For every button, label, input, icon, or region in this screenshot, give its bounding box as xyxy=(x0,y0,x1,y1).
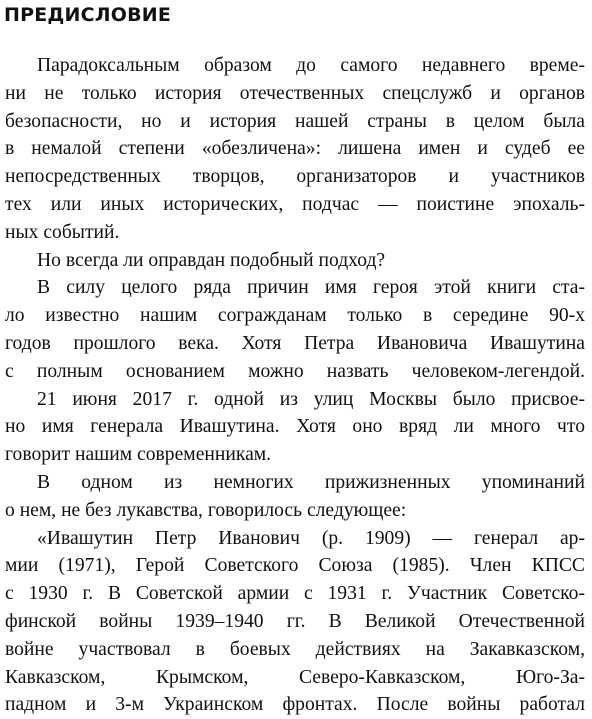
text-line: с 1930 г. В Советской армии с 1931 г. Участник Советско- xyxy=(5,583,585,605)
text-line: ных событий. xyxy=(5,221,120,243)
text-line: В одном из немногих прижизненных упоминаний xyxy=(37,471,585,493)
text-line: непосредственных творцов, организаторов и участников xyxy=(5,166,585,188)
text-line: Но всегда ли оправдан подобный подход? xyxy=(37,249,386,271)
text-line: финской войны 1939–1940 гг. В Великой Отечественной xyxy=(5,610,585,632)
chapter-heading: ПРЕДИСЛОВИЕ xyxy=(4,4,172,26)
text-line: падном и 3-м Украинском фронтах. После войны работал xyxy=(5,694,585,716)
text-line: говорит нашим современникам. xyxy=(5,444,272,466)
text-line: мии (1971), Герой Советского Союза (1985). Член КПСС xyxy=(5,555,585,577)
body-text xyxy=(5,52,585,719)
text-line: о нем, не без лукавства, говорилось следующее: xyxy=(5,499,407,521)
text-line: 21 июня 2017 г. одной из улиц Москвы было присвое- xyxy=(37,388,585,410)
text-line: В силу целого ряда причин имя героя этой книги ста- xyxy=(37,277,585,299)
text-line: Кавказском, Крымском, Северо-Кавказском, Юго-За- xyxy=(5,666,585,688)
text-line: Парадоксальным образом до самого недавнего време- xyxy=(37,55,585,76)
text-line: с полным основанием можно назвать человеком-легендой. xyxy=(5,360,585,382)
text-line: ло известно нашим согражданам только в середине 90-х xyxy=(5,305,585,327)
text-line: в немалой степени «обезличена»: лишена имен и судеб ее xyxy=(5,138,585,160)
text-line: но имя генерала Ивашутина. Хотя оно вряд ли много что xyxy=(5,416,585,438)
text-line: безопасности, но и история нашей страны в целом была xyxy=(5,110,585,132)
text-line: тех или иных исторических, подчас — поистине эпохаль- xyxy=(5,193,585,215)
text-line: ни не только история отечественных спецслужб и органов xyxy=(5,82,585,104)
text-line: войне участвовал в боевых действиях на Закавказском, xyxy=(5,638,585,660)
text-line: «Ивашутин Петр Иванович (р. 1909) — генерал ар- xyxy=(37,527,585,549)
text-line: годов прошлого века. Хотя Петра Ивановича Ивашутина xyxy=(5,332,585,354)
